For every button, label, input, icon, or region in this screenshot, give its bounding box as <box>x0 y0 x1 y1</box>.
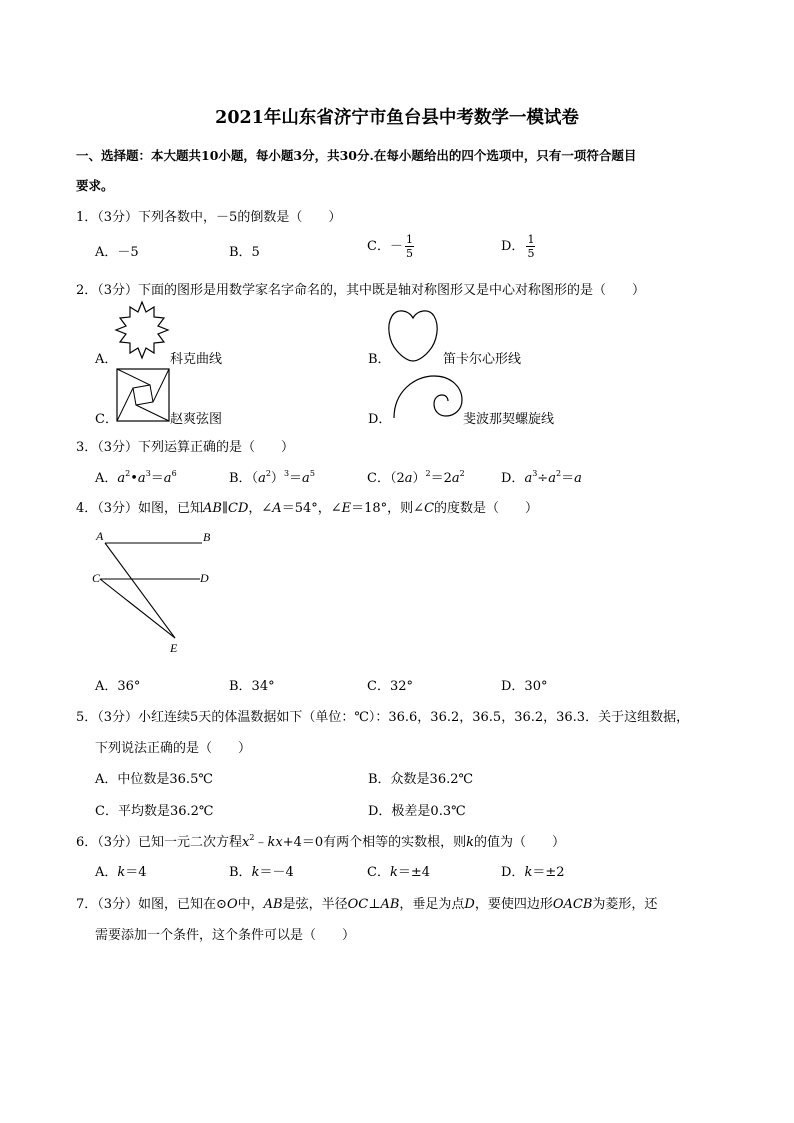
q6-b-k: k <box>251 865 260 880</box>
q6-d-value: ＝±2 <box>532 865 565 880</box>
q5-stem-line1: 5．（3分）小红连续5天的体温数据如下（单位：℃）：36.6，36.2，36.5，36.2，36.3．关于这组数据， <box>76 710 690 725</box>
q3-c-exp-out: 2 <box>425 469 431 478</box>
q2-option-d-caption: 斐波那契螺旋线 <box>463 412 555 427</box>
q3-a-eq: ＝ <box>150 471 164 486</box>
q6-c-prefix: C． <box>367 865 390 880</box>
q3-d-var2: a <box>548 471 556 486</box>
q2-option-d-letter: D． <box>368 412 392 427</box>
q2-option-c-letter: C． <box>95 412 118 427</box>
cardioid-figure <box>383 306 443 366</box>
q7-stem-prefix: 7．（3分）如图，已知在⊙ <box>76 897 227 912</box>
q6-a-value: ＝4 <box>125 865 147 880</box>
q4-stem-cd: CD <box>228 501 249 516</box>
q6-stem-minus: ﹣ <box>254 835 268 850</box>
q7-stem-oc: OC <box>347 897 369 912</box>
q6-a-prefix: A． <box>95 865 118 880</box>
q1-option-c-prefix: C．－ <box>367 239 403 254</box>
q4-option-d: D．30° <box>501 679 548 694</box>
section-heading-line2: 要求。 <box>76 178 114 193</box>
q1-option-b: B．5 <box>229 245 260 260</box>
koch-curve-figure <box>112 300 172 360</box>
q1-d-denominator: 5 <box>527 247 535 260</box>
q1-stem: 1．（3分）下列各数中，－5的倒数是（ ） <box>76 210 342 225</box>
q3-c-eq: ＝2 <box>430 471 452 486</box>
q1-option-d <box>501 234 535 259</box>
q7-stem-oacb: OACB <box>552 897 593 912</box>
q3-d-var1: a <box>524 471 533 486</box>
q3-option-a <box>95 467 177 486</box>
q7-stem-line2: 需要添加一个条件，这个条件可以是（ ） <box>95 928 356 943</box>
q4-option-a: A．36° <box>95 679 141 694</box>
q4-stem-ab: AB <box>203 501 222 516</box>
q3-d-exp1: 3 <box>532 469 538 478</box>
q6-d-prefix: D． <box>501 865 525 880</box>
section-heading-line1: 一、选择题：本大题共10小题，每小题3分，共30分.在每小题给出的四个选项中，只有一项符合题目 <box>76 148 637 163</box>
q3-b-var: a <box>258 471 266 486</box>
zhao-shuang-diagram-figure <box>116 368 170 422</box>
q3-a-var1: a <box>117 471 126 486</box>
q3-b-close: ） <box>270 471 284 486</box>
q6-stem-exp: 2 <box>249 833 255 842</box>
q2-option-c-caption: 赵爽弦图 <box>170 412 223 427</box>
q3-b-var2: a <box>302 471 310 486</box>
q4-stem <box>76 497 538 516</box>
q3-c-var: a <box>404 471 413 486</box>
q2-stem: 2．（3分）下面的图形是用数学家名字命名的，其中既是轴对称图形又是中心对称图形的是（ ） <box>76 283 646 298</box>
q1-c-denominator: 5 <box>405 247 413 260</box>
label-d: D <box>200 571 209 585</box>
q3-a-exp3: 6 <box>171 469 177 478</box>
q6-stem <box>76 831 565 850</box>
q3-a-var2: a <box>137 471 146 486</box>
q1-c-numerator: 1 <box>405 233 413 246</box>
q7-stem-line1 <box>76 893 657 912</box>
q6-stem-kx: kx <box>267 835 283 850</box>
q4-stem-parallel: ∥ <box>222 501 229 516</box>
q1-d-numerator: 1 <box>527 233 535 246</box>
q6-stem-end1: +4＝0有两个相等的实数根，则 <box>282 835 467 850</box>
q6-d-k: k <box>524 865 533 880</box>
q6-stem-end2: 的值为（ ） <box>474 835 566 850</box>
q7-stem-end: 为菱形，还 <box>592 897 658 912</box>
q4-geometry-figure <box>90 528 230 658</box>
q3-option-d <box>501 467 582 486</box>
q1-option-c-fraction <box>405 234 414 259</box>
q3-option-c <box>367 467 465 486</box>
q6-stem-x: x <box>242 835 250 850</box>
q6-b-prefix: B． <box>229 865 252 880</box>
q4-stem-mid1: ，∠ <box>248 501 273 516</box>
q6-stem-prefix: 6．（3分）已知一元二次方程 <box>76 835 243 850</box>
q7-stem-mid2: 是弦，半径 <box>282 897 348 912</box>
q3-b-exp-out: 3 <box>283 469 290 478</box>
q3-b-eq: ＝ <box>289 471 303 486</box>
q1-option-d-fraction <box>526 234 535 259</box>
q4-stem-e: E <box>341 501 352 516</box>
q6-c-k: k <box>389 865 398 880</box>
q4-stem-c: C <box>424 501 435 516</box>
q4-stem-end: 的度数是（ ） <box>434 501 539 516</box>
q3-c-exp2: 2 <box>459 469 465 478</box>
q4-stem-mid2: ＝54°，∠ <box>281 501 342 516</box>
q7-stem-mid4: ，要使四边形 <box>474 897 553 912</box>
q3-stem: 3．（3分）下列运算正确的是（ ） <box>76 440 295 455</box>
q6-stem-k: k <box>466 835 475 850</box>
q4-option-c: C．32° <box>367 679 413 694</box>
q2-option-a-letter: A． <box>95 352 118 367</box>
label-a: A <box>96 529 104 543</box>
q5-option-b: B．众数是36.2℃ <box>368 772 474 787</box>
q5-option-c: C．平均数是36.2℃ <box>95 804 214 819</box>
q4-stem-mid3: ＝18°，则∠ <box>351 501 425 516</box>
q6-b-value: ＝－4 <box>259 865 294 880</box>
q6-option-b <box>229 861 294 880</box>
q4-stem-prefix: 4．（3分）如图，已知 <box>76 501 204 516</box>
q3-d-eq: ＝ <box>561 471 575 486</box>
q2-option-b-letter: B． <box>368 352 391 367</box>
q3-d-div: ÷ <box>537 471 549 486</box>
fibonacci-spiral-figure <box>390 370 466 420</box>
q3-c-var2: a <box>451 471 460 486</box>
q6-option-d <box>501 861 565 880</box>
q6-c-value: ＝±4 <box>397 865 431 880</box>
q2-option-a-caption: 科克曲线 <box>170 352 223 367</box>
q7-stem-mid3: ，垂足为点 <box>399 897 465 912</box>
q6-a-k: k <box>117 865 126 880</box>
q4-option-b: B．34° <box>229 679 275 694</box>
q4-stem-a: A <box>272 501 282 516</box>
q5-option-d: D．极差是0.3℃ <box>368 804 466 819</box>
q1-option-c <box>367 234 414 259</box>
q6-option-a <box>95 861 147 880</box>
q3-d-exp2: 2 <box>555 469 562 478</box>
q7-stem-d: D <box>464 897 475 912</box>
q3-a-exp1: 2 <box>125 469 131 478</box>
q3-a-prefix: A． <box>95 471 118 486</box>
q3-d-prefix: D． <box>501 471 525 486</box>
label-e: E <box>170 641 178 655</box>
q3-b-prefix: B．（ <box>229 471 259 486</box>
q7-stem-mid1: 中， <box>237 897 264 912</box>
q3-b-exp2: 5 <box>309 469 315 478</box>
q5-stem-line2: 下列说法正确的是（ ） <box>95 741 252 756</box>
q7-stem-perp: ⊥ <box>368 897 381 912</box>
q3-b-exp-in: 2 <box>265 469 271 478</box>
q5-option-a: A．中位数是36.5℃ <box>95 772 213 787</box>
q3-a-dot: • <box>130 471 138 486</box>
q3-option-b <box>229 467 315 486</box>
q3-a-var3: a <box>163 471 172 486</box>
q3-c-prefix: C．（2 <box>367 471 405 486</box>
label-c: C <box>92 571 101 585</box>
q3-a-exp2: 3 <box>145 469 151 478</box>
q1-option-a: A．－5 <box>95 245 139 260</box>
q3-c-close: ） <box>412 471 426 486</box>
q6-option-c <box>367 861 430 880</box>
q1-option-d-prefix: D． <box>501 239 525 254</box>
q3-d-var3: a <box>574 471 582 486</box>
q2-option-b-caption: 笛卡尔心形线 <box>443 352 522 367</box>
page-title: 2021年山东省济宁市鱼台县中考数学一模试卷 <box>215 108 579 128</box>
q7-stem-ab: AB <box>263 897 283 912</box>
q7-stem-ab2: AB <box>380 897 400 912</box>
q7-stem-o: O <box>226 897 238 912</box>
label-b: B <box>203 530 211 544</box>
